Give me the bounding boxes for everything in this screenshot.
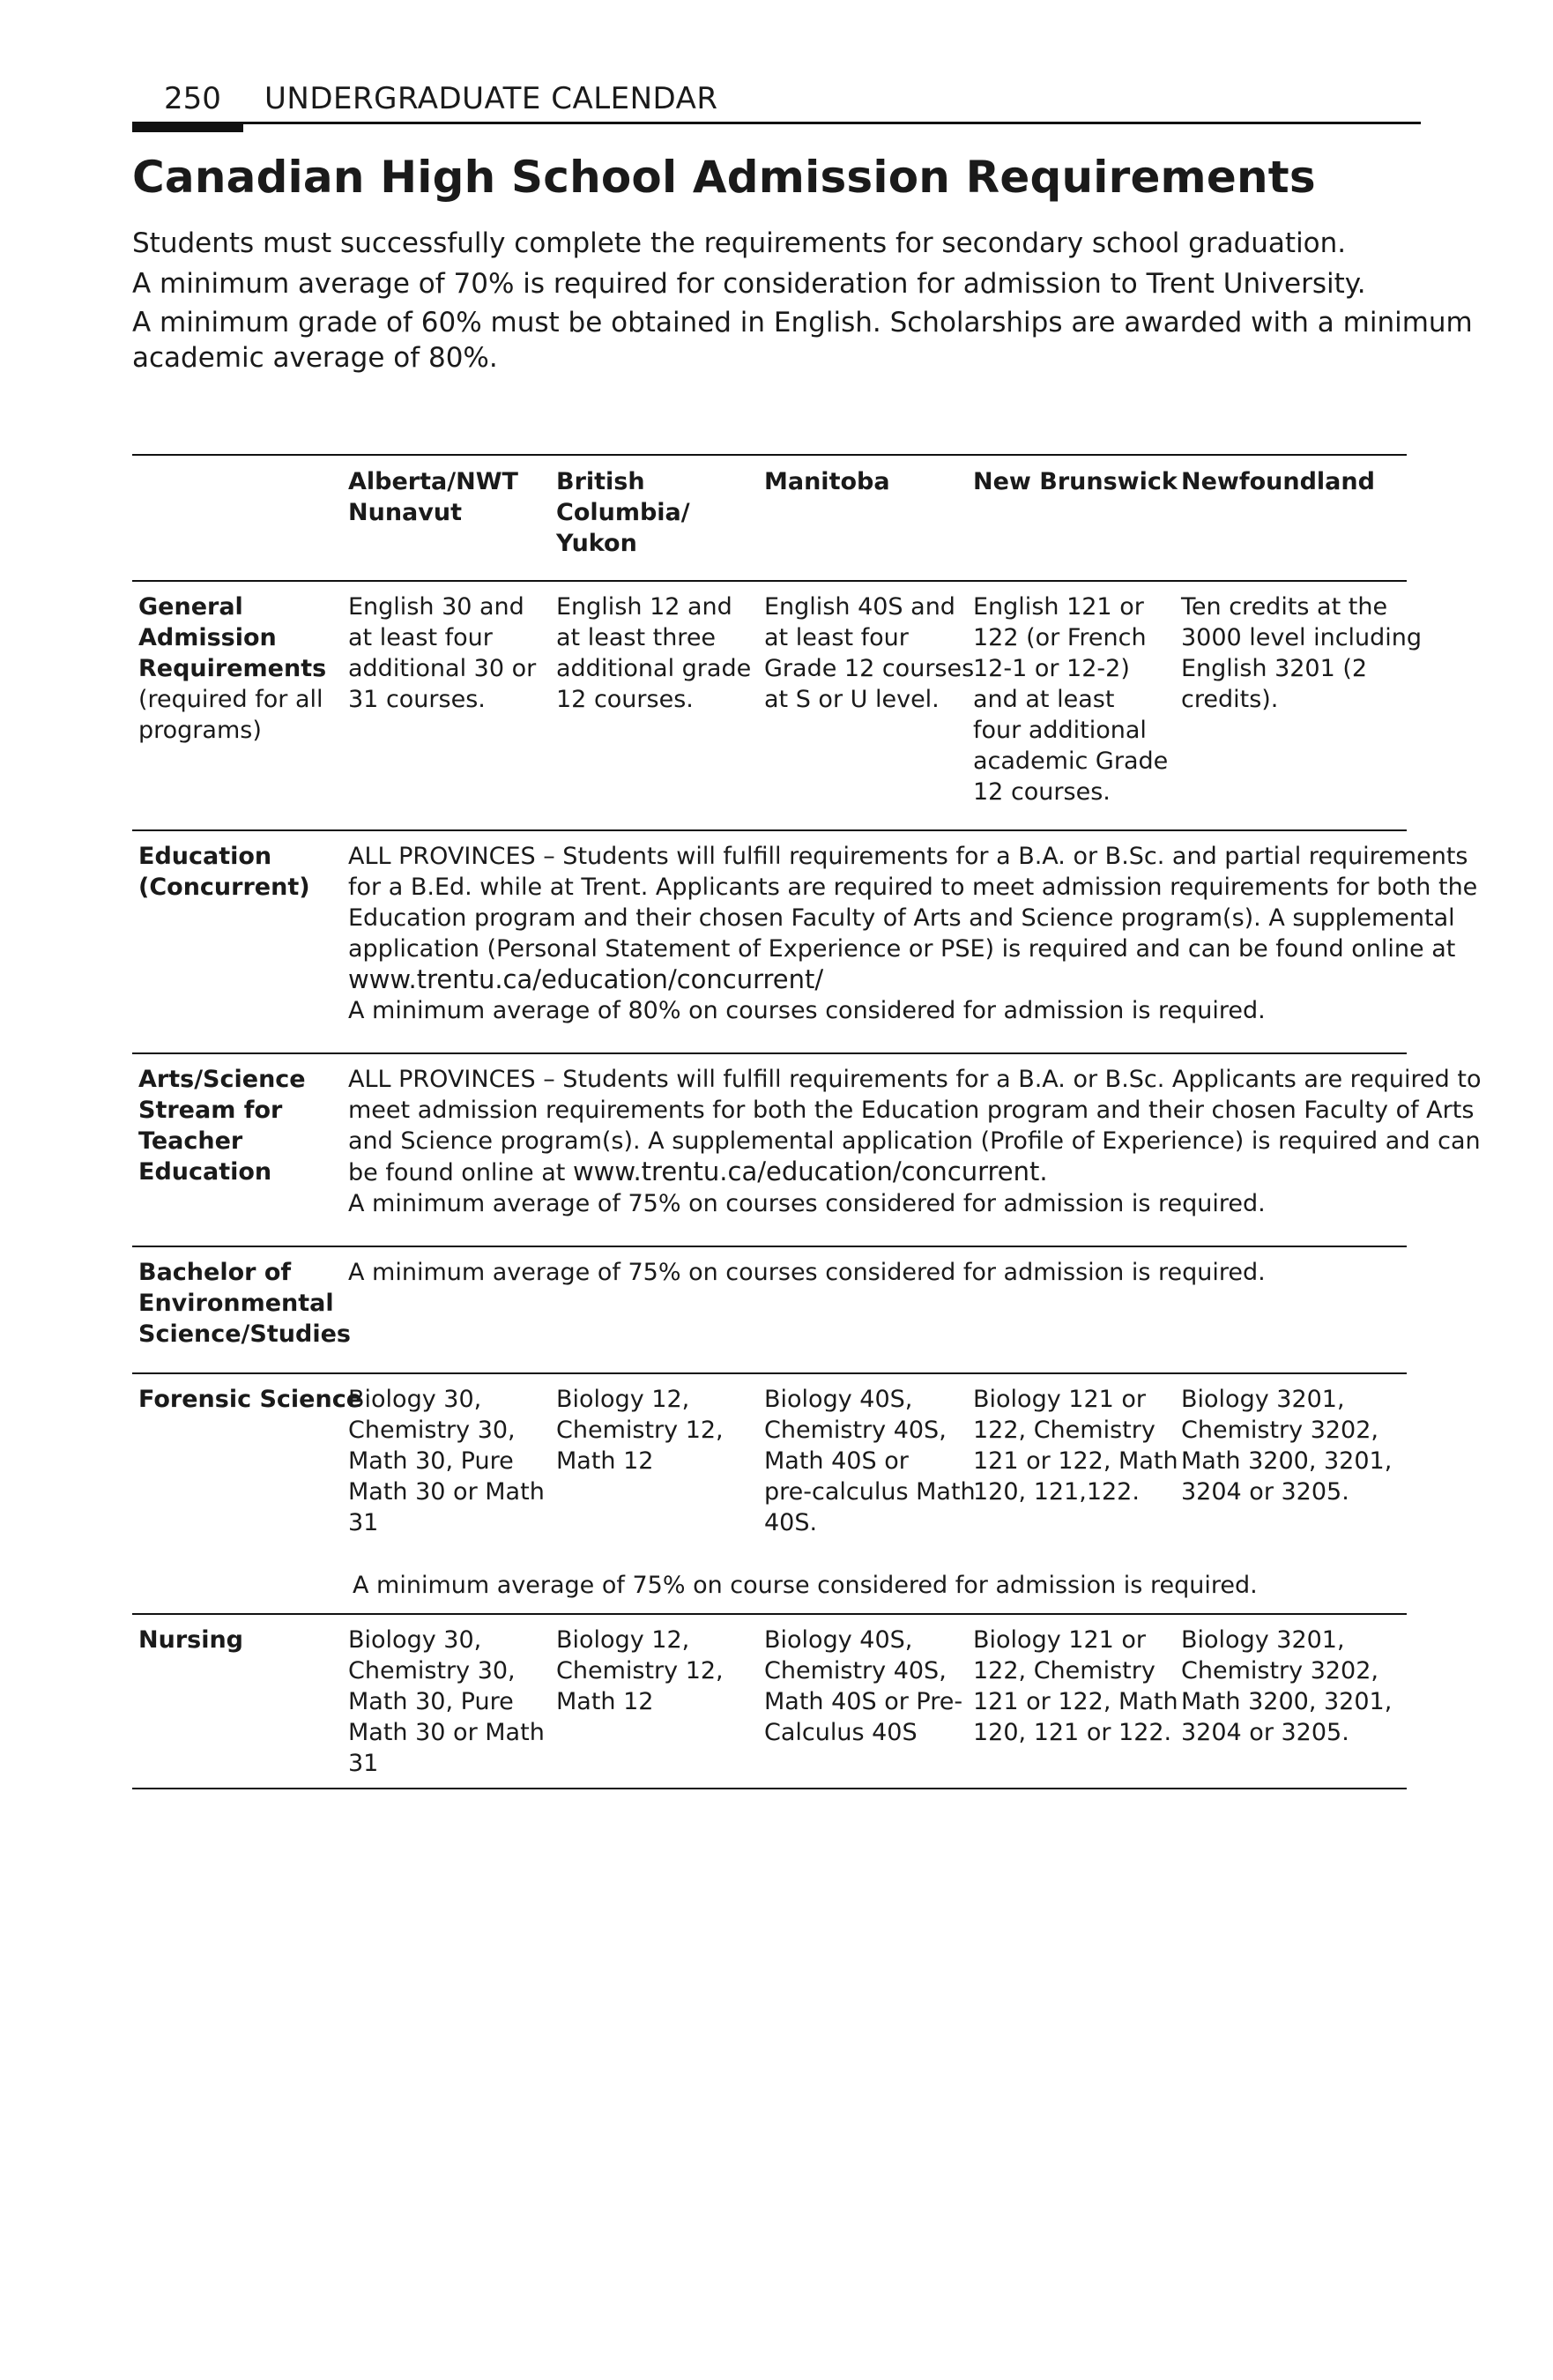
row-label-general-admission <box>138 591 341 746</box>
calendar-title: UNDERGRADUATE CALENDAR <box>264 81 718 116</box>
page-title: Canadian High School Admission Requirements <box>132 152 1316 203</box>
page-number: 250 <box>164 81 221 116</box>
cell-line: at S or U level. <box>764 686 940 713</box>
cell-line: Chemistry 40S, <box>764 1417 947 1444</box>
cell-line: 31 <box>348 1509 379 1536</box>
cell-line: 12 courses. <box>556 686 694 713</box>
label-line: programs) <box>138 717 262 744</box>
intro-paragraph-average: A minimum average of 70% is required for consideration for admission to Trent University. <box>132 268 1366 300</box>
cell-line: academic Grade <box>973 747 1169 775</box>
cell-line: additional grade <box>556 655 752 682</box>
cell-line: at least three <box>556 624 717 651</box>
cell-line: Biology 12, <box>556 1386 690 1413</box>
cell-line: Biology 121 or <box>973 1386 1147 1413</box>
cell-line: at least four <box>348 624 493 651</box>
cell-line: 122, Chemistry <box>973 1417 1155 1444</box>
cell-line: Chemistry 30, <box>348 1417 516 1444</box>
table-row-environmental <box>132 1246 1407 1372</box>
text-line: meet admission requirements for both the Education program and their chosen Faculty of Arts <box>348 1097 1475 1124</box>
cell-line: Math 30, Pure <box>348 1447 514 1475</box>
cell-line: credits). <box>1181 686 1279 713</box>
column-header-alberta <box>348 466 551 528</box>
text-line: Education program and their chosen Faculty of Arts and Science program(s). A supplemental <box>348 904 1455 932</box>
cell-line: 3204 or 3205. <box>1181 1719 1349 1746</box>
intro-text <box>132 224 1473 376</box>
header-rule <box>132 122 1421 124</box>
forensic-manitoba-cell <box>764 1384 976 1538</box>
cell-line: Math 40S or <box>764 1447 909 1475</box>
column-header-british-columbia <box>556 466 759 559</box>
label-line: Education <box>138 1158 272 1186</box>
cell-line: Biology 40S, <box>764 1386 913 1413</box>
forensic-new-brunswick-cell <box>973 1384 1178 1507</box>
column-header-newfoundland <box>1181 466 1407 497</box>
cell-line: four additional <box>973 717 1147 744</box>
label-line: Stream for <box>138 1097 283 1124</box>
education-requirements-text <box>348 841 1478 1026</box>
table-row-general-admission <box>132 580 1423 829</box>
general-newfoundland-cell <box>1181 591 1423 715</box>
label-line: Teacher <box>138 1127 243 1155</box>
cell-line: Biology 40S, <box>764 1626 913 1654</box>
cell-line: Grade 12 courses <box>764 655 975 682</box>
column-header-new-brunswick <box>973 466 1178 497</box>
header-line: Nunavut <box>348 499 462 526</box>
cell-line: 12 courses. <box>973 778 1111 806</box>
arts-science-url-text: www.trentu.ca/education/concurrent. <box>572 1157 1048 1186</box>
label-line: General <box>138 593 243 621</box>
cell-line: Ten credits at the <box>1181 593 1388 621</box>
text-line: A minimum average of 75% on courses considered for admission is required. <box>348 1190 1266 1217</box>
text-line <box>348 1157 1406 1188</box>
cell-line: Biology 3201, <box>1181 1386 1345 1413</box>
table-row-forensic-science <box>132 1372 1407 1613</box>
header-line: Alberta/NWT <box>348 468 518 495</box>
header-line: British <box>556 468 645 495</box>
header-line: New Brunswick <box>973 468 1178 495</box>
cell-line: 121 or 122, Math <box>973 1688 1178 1715</box>
cell-line: Chemistry 3202, <box>1181 1417 1378 1444</box>
intro-paragraph-english <box>132 305 1473 376</box>
text-line: application (Personal Statement of Experience or PSE) is required and can be found online at <box>348 935 1456 963</box>
column-header-manitoba <box>764 466 969 497</box>
cell-line: and at least <box>973 686 1115 713</box>
row-label-arts-science <box>138 1064 341 1187</box>
nursing-new-brunswick-cell <box>973 1625 1178 1748</box>
education-url-text: www.trentu.ca/education/concurrent/ <box>348 964 824 994</box>
row-label-forensic-science <box>138 1384 363 1415</box>
cell-line: 122 (or French <box>973 624 1147 651</box>
arts-science-requirements-text <box>348 1064 1482 1219</box>
cell-line: 121 or 122, Math <box>973 1447 1178 1475</box>
table-row-nursing <box>132 1613 1407 1789</box>
cell-line: Biology 12, <box>556 1626 690 1654</box>
label-line: Nursing <box>138 1626 244 1654</box>
label-line: Admission <box>138 624 277 651</box>
cell-line: Chemistry 12, <box>556 1657 724 1685</box>
forensic-minimum-average-note: A minimum average of 75% on course considered for admission is required. <box>353 1572 1258 1599</box>
nursing-british-columbia-cell <box>556 1625 759 1717</box>
header-line: Newfoundland <box>1181 468 1375 495</box>
cell-line: 3000 level including <box>1181 624 1423 651</box>
label-line: (required for all <box>138 686 323 713</box>
text-line: and Science program(s). A supplemental application (Profile of Experience) is required and can <box>348 1127 1481 1155</box>
cell-line: Math 40S or Pre- <box>764 1688 963 1715</box>
environmental-requirements-text <box>348 1257 1406 1288</box>
cell-line: at least four <box>764 624 909 651</box>
cell-line: 3204 or 3205. <box>1181 1478 1349 1506</box>
text-line: A minimum average of 75% on courses considered for admission is required. <box>348 1259 1266 1286</box>
header-line: Columbia/ <box>556 499 690 526</box>
row-label-environmental <box>138 1257 351 1350</box>
label-line: (Concurrent) <box>138 874 310 901</box>
cell-line: English 30 and <box>348 593 524 621</box>
text-line: ALL PROVINCES – Students will fulfill requirements for a B.A. or B.Sc. and partial requirements <box>348 843 1468 870</box>
header-tab-bar <box>132 122 243 132</box>
cell-line: 120, 121 or 122. <box>973 1719 1172 1746</box>
row-label-education <box>138 841 341 903</box>
requirements-table <box>132 454 1482 1789</box>
label-line: Bachelor of <box>138 1259 292 1286</box>
cell-line: Math 3200, 3201, <box>1181 1447 1393 1475</box>
label-line: Requirements <box>138 655 327 682</box>
cell-line: Chemistry 30, <box>348 1657 516 1685</box>
cell-line: Biology 121 or <box>973 1626 1147 1654</box>
nursing-newfoundland-cell <box>1181 1625 1407 1748</box>
cell-line: Math 30 or Math <box>348 1719 545 1746</box>
cell-line: Math 30 or Math <box>348 1478 545 1506</box>
cell-line: Chemistry 3202, <box>1181 1657 1378 1685</box>
forensic-newfoundland-cell <box>1181 1384 1407 1507</box>
table-row-arts-science-stream <box>132 1052 1482 1246</box>
general-british-columbia-cell <box>556 591 759 715</box>
cell-line: Calculus 40S <box>764 1719 918 1746</box>
cell-line: Math 12 <box>556 1447 654 1475</box>
label-line: Education <box>138 843 272 870</box>
cell-line: Chemistry 40S, <box>764 1657 947 1685</box>
cell-line: Chemistry 12, <box>556 1417 724 1444</box>
cell-line: Math 3200, 3201, <box>1181 1688 1393 1715</box>
cell-line: English 3201 (2 <box>1181 655 1368 682</box>
cell-line: 122, Chemistry <box>973 1657 1155 1685</box>
cell-line: Biology 30, <box>348 1386 482 1413</box>
general-manitoba-cell <box>764 591 975 715</box>
label-line: Environmental <box>138 1290 334 1317</box>
cell-line: 120, 121,122. <box>973 1478 1140 1506</box>
forensic-alberta-cell <box>348 1384 551 1538</box>
cell-line: 12-1 or 12-2) <box>973 655 1130 682</box>
cell-line: 31 <box>348 1750 379 1777</box>
table-header-row <box>132 454 1407 580</box>
header-line: Yukon <box>556 530 637 557</box>
running-header <box>132 81 1421 134</box>
cell-line: additional 30 or <box>348 655 537 682</box>
cell-line: Math 30, Pure <box>348 1688 514 1715</box>
cell-line: 40S. <box>764 1509 818 1536</box>
intro-paragraph-graduation: Students must successfully complete the requirements for secondary school graduation. <box>132 227 1347 259</box>
label-line: Forensic Science <box>138 1386 363 1413</box>
text-line: ALL PROVINCES – Students will fulfill requirements for a B.A. or B.Sc. Applicants are required to <box>348 1066 1482 1093</box>
nursing-manitoba-cell <box>764 1625 969 1748</box>
cell-line: English 121 or <box>973 593 1144 621</box>
text-line: A minimum average of 80% on courses considered for admission is required. <box>348 997 1266 1024</box>
cell-line: 31 courses. <box>348 686 486 713</box>
text-line: for a B.Ed. while at Trent. Applicants are required to meet admission requirements for both the <box>348 874 1478 901</box>
row-label-nursing <box>138 1625 341 1655</box>
forensic-british-columbia-cell <box>556 1384 759 1476</box>
cell-line: pre-calculus Math <box>764 1478 976 1506</box>
nursing-alberta-cell <box>348 1625 551 1779</box>
cell-line: Math 12 <box>556 1688 654 1715</box>
cell-line: English 12 and <box>556 593 732 621</box>
table-row-education-concurrent <box>132 829 1478 1052</box>
url-prefix: be found online at <box>348 1159 573 1186</box>
cell-line: Biology 30, <box>348 1626 482 1654</box>
cell-line: Biology 3201, <box>1181 1626 1345 1654</box>
label-line: Arts/Science <box>138 1066 306 1093</box>
intro-line: A minimum grade of 60% must be obtained in English. Scholarships are awarded with a minimum <box>132 307 1473 338</box>
header-line: Manitoba <box>764 468 890 495</box>
intro-line: academic average of 80%. <box>132 342 498 374</box>
general-new-brunswick-cell <box>973 591 1178 807</box>
general-alberta-cell <box>348 591 551 715</box>
cell-line: English 40S and <box>764 593 955 621</box>
label-line: Science/Studies <box>138 1320 351 1348</box>
